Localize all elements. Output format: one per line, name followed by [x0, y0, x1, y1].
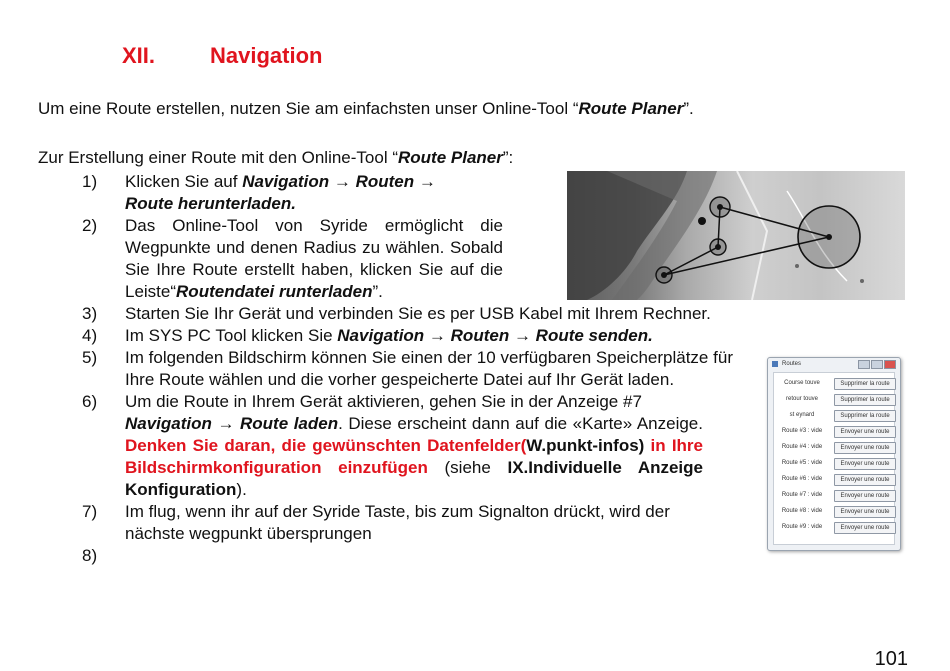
step-text: (siehe — [427, 458, 508, 477]
route-row — [774, 457, 894, 469]
send-route-button[interactable]: Envoyer une route — [834, 506, 896, 518]
menu-navigation: Navigation — [242, 172, 330, 191]
step-text: . Diese erscheint dann auf die «Karte» Anzeige. — [338, 414, 703, 433]
step-text: Klicken Sie auf — [125, 172, 243, 191]
close-icon[interactable] — [884, 360, 896, 369]
routes-window-title: Routes — [782, 361, 802, 367]
route-label: Route #6 : vide — [781, 476, 823, 482]
route-row — [774, 377, 894, 389]
routendatei-label: Routendatei runterladen — [176, 282, 373, 301]
arrow-icon: → — [428, 326, 446, 345]
lead-after: ”: — [502, 148, 514, 167]
minimize-icon[interactable] — [858, 360, 870, 369]
step-text-end: ). — [236, 480, 247, 499]
route-label: st eynard — [789, 412, 815, 418]
route-row — [774, 409, 894, 421]
step-text: Im SYS PC Tool klicken Sie — [125, 326, 338, 345]
menu-navigation: Navigation — [337, 326, 425, 345]
step-text: Starten Sie Ihr Gerät und verbinden Sie es per USB Kabel mit Ihrem Rechner. — [125, 304, 711, 323]
menu-routen: Routen — [450, 326, 510, 345]
send-route-button[interactable]: Envoyer une route — [834, 426, 896, 438]
step-6 — [38, 391, 703, 501]
step-text: Das Online-Tool von Syride ermöglicht die Wegpunkte und denen Radius zu wählen. Sobald Sie Ihre Route erstellt haben, klicken Sie auf die Leiste“ — [125, 216, 503, 301]
send-route-button[interactable]: Envoyer une route — [834, 442, 896, 454]
menu-routen: Routen — [355, 172, 415, 191]
delete-route-button[interactable]: Supprimer la route — [834, 394, 896, 406]
send-route-button[interactable]: Envoyer une route — [834, 458, 896, 470]
intro-after: ”. — [683, 99, 694, 118]
section-number: XII. — [122, 43, 156, 68]
lead-text: Zur Erstellung einer Route mit den Online-Tool “ — [38, 148, 398, 167]
delete-route-button[interactable]: Supprimer la route — [834, 378, 896, 390]
intro-paragraph — [38, 99, 694, 119]
arrow-icon: → — [217, 414, 235, 433]
delete-route-button[interactable]: Supprimer la route — [834, 410, 896, 422]
route-label: Route #7 : vide — [781, 492, 823, 498]
intro-text: Um eine Route erstellen, nutzen Sie am einfachsten unser Online-Tool “ — [38, 99, 579, 118]
section-title: Navigation — [210, 43, 323, 68]
routes-window — [767, 357, 901, 551]
lead-paragraph — [38, 148, 513, 168]
step-text: Im folgenden Bildschirm können Sie einen der 10 verfügbaren Speicherplätze für Ihre Route wählen und die vorher gespeicherte Datei auf Ihr Gerät laden. — [125, 348, 733, 389]
step-number: 5) — [82, 348, 98, 367]
arrow-icon: → — [513, 326, 531, 345]
arrow-icon: → — [418, 172, 436, 191]
route-row — [774, 505, 894, 517]
step-text-end: ”. — [372, 282, 383, 301]
route-map-image — [567, 171, 905, 300]
window-controls — [858, 360, 896, 369]
app-icon — [772, 361, 778, 367]
step-5 — [38, 347, 733, 391]
route-label: Route #5 : vide — [781, 460, 823, 466]
route-row — [774, 425, 894, 437]
step-4 — [38, 325, 788, 347]
intro-tool-name: Route Planer — [578, 99, 684, 118]
route-row — [774, 441, 894, 453]
menu-route-senden: Route senden. — [535, 326, 653, 345]
menu-route-herunterladen: Route herunterladen. — [125, 194, 296, 213]
arrow-icon: → — [333, 172, 351, 191]
route-row — [774, 521, 894, 533]
menu-route-laden: Route laden — [240, 414, 339, 433]
step-number: 2) — [82, 216, 98, 235]
menu-navigation: Navigation — [125, 414, 212, 433]
step-3 — [38, 303, 788, 325]
route-row — [774, 473, 894, 485]
route-label: Route #3 : vide — [781, 428, 823, 434]
step-number: 3) — [82, 304, 98, 323]
route-map-graphic — [567, 171, 905, 300]
page-number: 101 — [874, 648, 908, 670]
step-number: 8) — [82, 546, 98, 565]
route-label: retour touve — [785, 396, 819, 402]
warning-text-end: in Ihre Bildschirmkonfiguration einzufügen — [125, 436, 704, 477]
step-2 — [38, 215, 503, 303]
step-1 — [38, 171, 503, 215]
send-route-button[interactable]: Envoyer une route — [834, 490, 896, 502]
warning-text: Denken Sie daran, die gewünschten Datenfelder( — [125, 436, 527, 455]
routes-window-titlebar[interactable] — [768, 358, 900, 370]
route-label: Route #4 : vide — [781, 444, 823, 450]
route-row — [774, 489, 894, 501]
route-label: Course touve — [784, 380, 820, 386]
wpunkt-infos-label: W.punkt-infos) — [526, 436, 645, 455]
reference-section: IX.Individuelle Anzeige Konfiguration — [125, 458, 703, 499]
step-number: 4) — [82, 326, 98, 345]
step-text: Um die Route in Ihrem Gerät aktivieren, gehen Sie in der Anzeige #7 — [125, 392, 642, 411]
route-row — [774, 393, 894, 405]
step-number: 6) — [82, 392, 98, 411]
maximize-icon[interactable] — [871, 360, 883, 369]
step-7 — [38, 501, 703, 545]
send-route-button[interactable]: Envoyer une route — [834, 522, 896, 534]
route-label: Route #9 : vide — [781, 524, 823, 530]
routes-list — [773, 372, 895, 545]
step-text: Im flug, wenn ihr auf der Syride Taste, bis zum Signalton drückt, wird der nächste wegpunkt übersprungen — [125, 502, 670, 543]
send-route-button[interactable]: Envoyer une route — [834, 474, 896, 486]
section-heading — [122, 43, 322, 69]
step-number: 7) — [82, 502, 98, 521]
step-number: 1) — [82, 172, 98, 191]
lead-tool-name: Route Planer — [398, 148, 503, 167]
route-label: Route #8 : vide — [781, 508, 823, 514]
